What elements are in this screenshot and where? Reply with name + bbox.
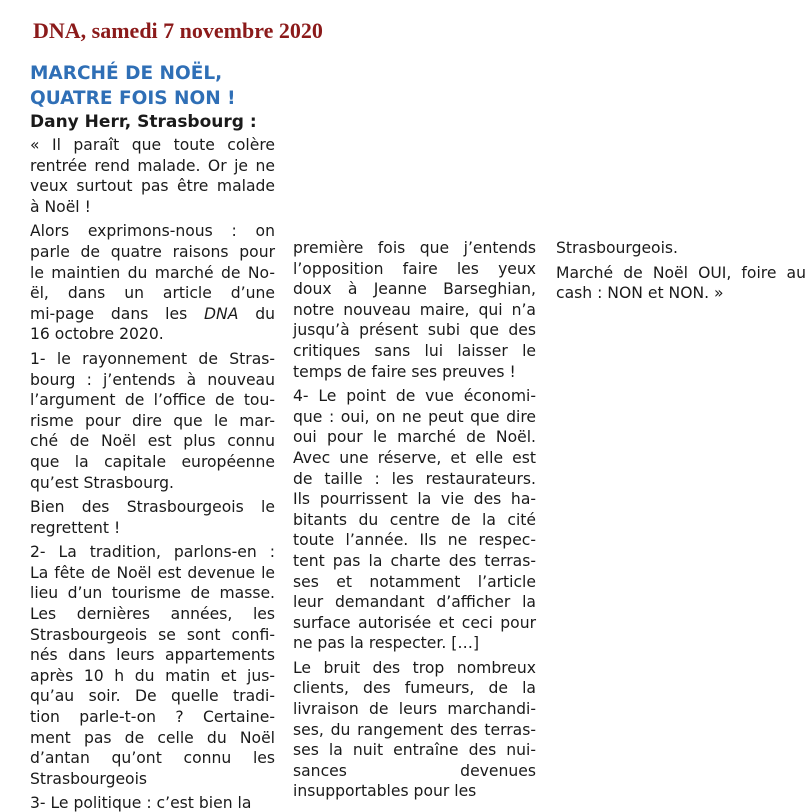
article-column-3 bbox=[556, 238, 806, 308]
text-line: La fête de Noël est devenue le bbox=[30, 563, 275, 582]
text-line: Strasbourgeois se sont confi- bbox=[30, 625, 275, 644]
text-line: qu’au soir. De quelle tradi- bbox=[30, 687, 275, 706]
paragraph bbox=[30, 497, 275, 538]
paragraph bbox=[30, 221, 275, 345]
text-line: temps de faire ses preuves ! bbox=[293, 362, 516, 381]
paragraph bbox=[293, 238, 536, 382]
text-line: surface autorisée et ceci pour bbox=[293, 613, 536, 632]
text-line: Strasbourgeois. bbox=[556, 239, 679, 257]
paragraph bbox=[293, 386, 536, 654]
paragraph bbox=[556, 238, 806, 259]
text-line: que la capitale européenne bbox=[30, 452, 275, 471]
text-line: d’antan qu’ont connu les bbox=[30, 749, 275, 768]
text-line: bitants du centre de la cité bbox=[293, 510, 536, 529]
text-line: Marché de Noël OUI, foire au bbox=[556, 263, 806, 282]
text-line: 3- Le politique : c’est bien la bbox=[30, 794, 252, 812]
text-line: critiques sans lui laisser le bbox=[293, 341, 536, 360]
text-line: Ils pourrissent la vie des ha- bbox=[293, 490, 536, 509]
text-line: insupportables pour les bbox=[293, 782, 477, 801]
text-line: première fois que j’entends bbox=[293, 239, 536, 257]
text-line: Bien des Strasbourgeois le bbox=[30, 498, 275, 517]
text-line: regrettent ! bbox=[30, 518, 121, 537]
text-line: Strasbourgeois bbox=[30, 769, 148, 788]
text-line: ses, du rangement des terras- bbox=[293, 720, 536, 739]
text-line: sances devenues bbox=[293, 761, 536, 780]
text-line: que : oui, on ne peut que dire bbox=[293, 407, 536, 426]
paragraph bbox=[30, 349, 275, 493]
text-line: Les dernières années, les bbox=[30, 605, 275, 624]
text-line: tion parle-t-on ? Certaine- bbox=[30, 708, 275, 727]
text-line: rentrée rend malade. Or je ne bbox=[30, 156, 275, 175]
paragraph bbox=[30, 793, 275, 812]
text-line: oui pour le marché de Noël. bbox=[293, 428, 536, 447]
text-line: jusqu’à présent subi que des bbox=[293, 321, 536, 340]
headline bbox=[30, 61, 236, 111]
paragraph bbox=[293, 658, 536, 802]
paragraph bbox=[30, 135, 275, 217]
text-line: parle de quatre raisons pour bbox=[30, 242, 275, 261]
text-line: ment pas de celle du Noël bbox=[30, 728, 275, 747]
text-line: leur demandant d’afficher la bbox=[293, 593, 536, 612]
text-line: notre nouveau maire, qui n’a bbox=[293, 300, 536, 319]
text-line: tent pas la charte des terras- bbox=[293, 551, 536, 570]
byline: Dany Herr, Strasbourg : bbox=[30, 112, 257, 132]
text-line: ses la nuit entraîne des nui- bbox=[293, 741, 536, 760]
newspaper-name: DNA bbox=[204, 304, 239, 323]
text-line: Avec une réserve, et elle est bbox=[293, 448, 536, 467]
text-line: qu’est Strasbourg. bbox=[30, 473, 174, 492]
source-line: DNA, samedi 7 novembre 2020 bbox=[33, 18, 323, 43]
text-line: toute l’année. Ils ne respec- bbox=[293, 531, 536, 550]
text-line: le maintien du marché de No- bbox=[30, 263, 275, 282]
text-line: veux surtout pas être malade bbox=[30, 177, 275, 196]
text-line: Le bruit des trop nombreux bbox=[293, 658, 536, 677]
text-line: « Il paraît que toute colère bbox=[30, 136, 275, 154]
text-line: ne pas la respecter. […] bbox=[293, 634, 480, 653]
text-line: clients, des fumeurs, de la bbox=[293, 679, 536, 698]
headline-line: QUATRE FOIS NON ! bbox=[30, 88, 236, 109]
text-line: 16 octobre 2020. bbox=[30, 325, 164, 344]
text-line: lieu d’un tourisme de masse. bbox=[30, 584, 275, 603]
text-line: doux à Jeanne Barseghian, bbox=[293, 280, 536, 299]
headline-line: MARCHÉ DE NOËL, bbox=[30, 63, 223, 84]
text-line: cash : NON et NON. » bbox=[556, 284, 724, 303]
paragraph bbox=[30, 542, 275, 789]
text-line: ses et notamment l’article bbox=[293, 572, 536, 591]
text-line: ël, dans un article d’une bbox=[30, 284, 275, 303]
text-line: ché de Noël est plus connu bbox=[30, 432, 275, 451]
text-line: nés dans leurs appartements bbox=[30, 646, 275, 665]
text-line: l’opposition faire les yeux bbox=[293, 259, 536, 278]
text-line: 4- Le point de vue économi- bbox=[293, 387, 536, 406]
article-column-1 bbox=[30, 135, 275, 812]
text-line: de taille : les restaurateurs. bbox=[293, 469, 536, 488]
text-line: bourg : j’entends à nouveau bbox=[30, 370, 275, 389]
paragraph bbox=[556, 263, 806, 304]
text-line: à Noël ! bbox=[30, 197, 91, 216]
text-line: après 10 h du matin et jus- bbox=[30, 666, 275, 685]
article-column-2 bbox=[293, 238, 536, 806]
text-line: 2- La tradition, parlons-en : bbox=[30, 543, 275, 562]
text-line: mi-page dans les DNA du bbox=[30, 304, 275, 323]
text-line: livraison de leurs marchandi- bbox=[293, 700, 536, 719]
text-line: risme pour dire que le mar- bbox=[30, 411, 275, 430]
text-line: l’argument de l’office de tou- bbox=[30, 391, 275, 410]
text-line: Alors exprimons-nous : on bbox=[30, 222, 275, 241]
text-line: 1- le rayonnement de Stras- bbox=[30, 349, 275, 368]
